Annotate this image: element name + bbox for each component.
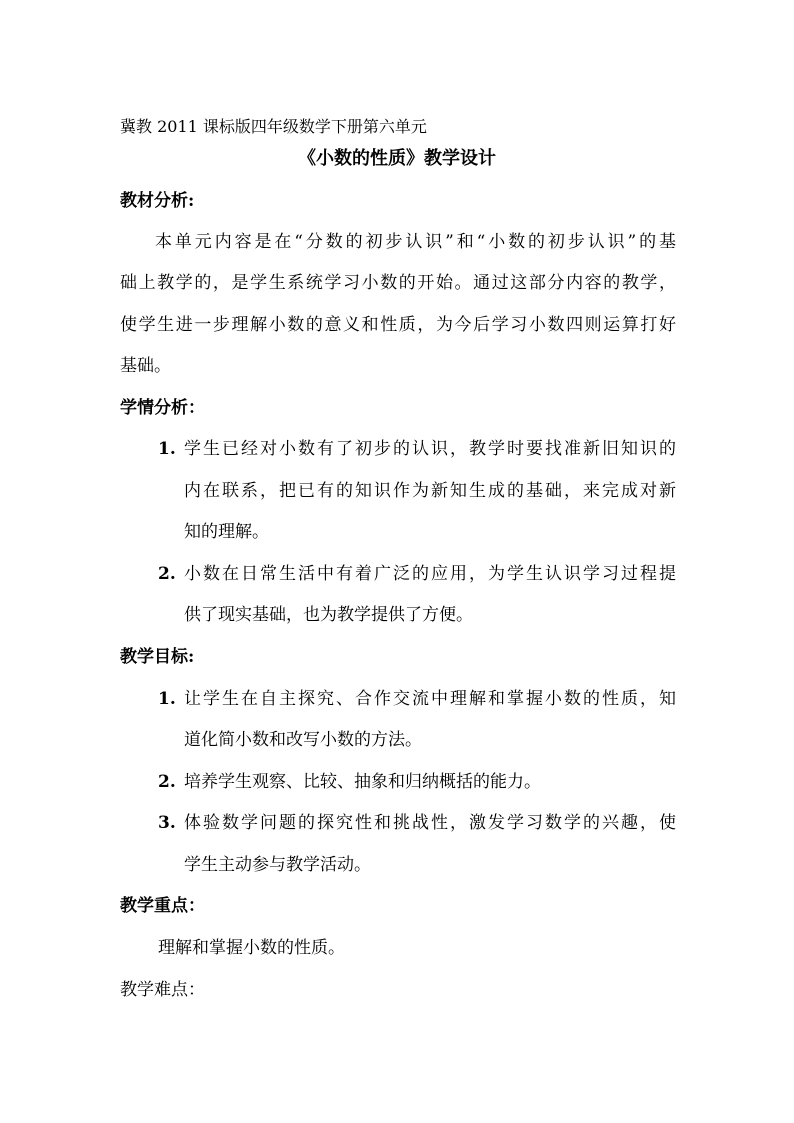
document-title: 《小数的性质》教学设计 [298,148,496,169]
list-item-line: 内在联系，把已有的知识作为新知生成的基础，来完成对新 [184,481,676,501]
list-number: 3. [158,813,176,833]
list-item-line: 学生主动参与教学活动。 [184,855,371,875]
material-paragraph-line: 基础。 [120,356,171,376]
section-heading-difficulty: 教学难点： [120,980,205,1000]
section-heading-students: 学情分析： [120,398,205,418]
list-item-line: 道化简小数和改写小数的方法。 [184,730,422,750]
section-heading-material: 教材分析: [120,191,195,211]
list-number: 1. [158,689,176,709]
list-item-line: 培养学生观察、比较、抽象和归纳概括的能力。 [184,772,541,792]
section-heading-key-point: 教学重点： [120,896,205,916]
list-item-line: 供了现实基础，也为教学提供了方便。 [184,605,473,625]
document-subtitle: 冀教 2011 课标版四年级数学下册第六单元 [120,117,427,136]
list-number: 2. [158,772,176,792]
list-number: 2. [158,564,176,584]
list-item-line: 学生已经对小数有了初步的认识，教学时要找准新旧知识的 [184,439,676,459]
list-item-line: 知的理解。 [184,522,269,542]
list-item-line: 让学生在自主探究、合作交流中理解和掌握小数的性质，知 [184,689,676,709]
material-paragraph-line: 使学生进一步理解小数的意义和性质，为今后学习小数四则运算打好 [120,315,676,335]
list-item-line: 小数在日常生活中有着广泛的应用，为学生认识学习过程提 [184,564,676,584]
material-paragraph-line: 础上教学的，是学生系统学习小数的开始。通过这部分内容的教学， [120,273,676,293]
list-item-line: 体验数学问题的探究性和挑战性，激发学习数学的兴趣，使 [184,813,676,833]
key-point-text: 理解和掌握小数的性质。 [158,938,345,958]
section-heading-goals: 教学目标: [120,647,195,667]
list-number: 1. [158,439,176,459]
material-paragraph-line: 本单元内容是在“分数的初步认识”和“小数的初步认识”的基 [155,232,676,252]
